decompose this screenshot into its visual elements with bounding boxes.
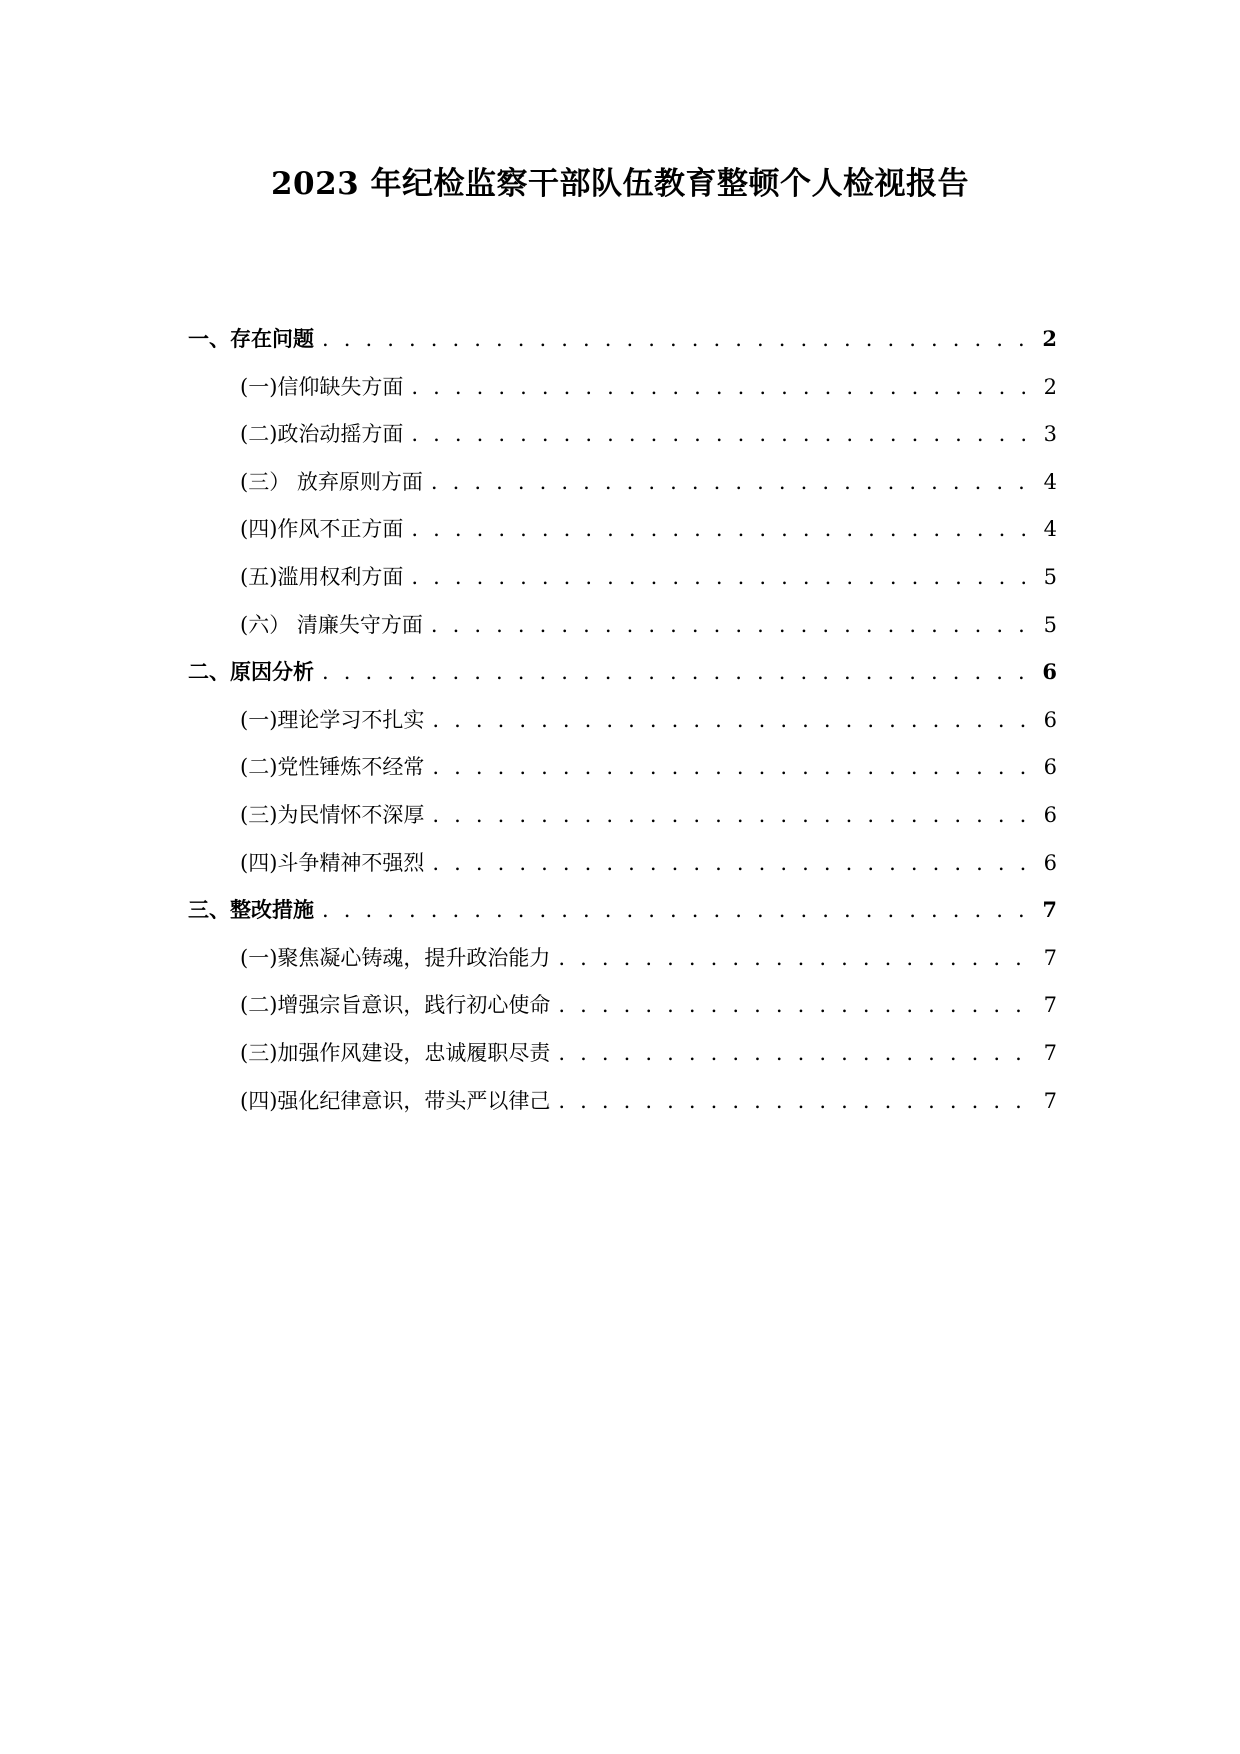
toc-entry-label: (五)滥用权利方面 (240, 564, 404, 589)
document-title: 2023 年纪检监察干部队伍教育整顿个人检视报告 (270, 166, 970, 202)
toc-page-number: 7 (1043, 945, 1057, 970)
toc-entry-label: (三） 放弃原则方面 (240, 469, 423, 494)
toc-dot-leader (432, 801, 1029, 829)
toc-dot-leader (322, 325, 1029, 353)
toc-entry-label: (三)加强作风建设，忠诚履职尽责 (240, 1040, 551, 1065)
toc-section-rectification[interactable] (188, 896, 1057, 944)
toc-dot-leader (432, 849, 1029, 877)
toc-dot-leader (411, 563, 1029, 591)
toc-subsection-politics[interactable] (188, 420, 1057, 468)
toc-entry-label: (四)斗争精神不强烈 (240, 850, 425, 875)
toc-subsection-party-spirit[interactable] (188, 753, 1057, 801)
toc-dot-leader (558, 944, 1029, 972)
toc-subsection-work-style[interactable] (188, 1039, 1057, 1087)
toc-page-number: 7 (1042, 897, 1057, 923)
toc-subsection-political-ability[interactable] (188, 944, 1057, 992)
toc-entry-label: (二)增强宗旨意识，践行初心使命 (240, 993, 551, 1018)
toc-page-number: 6 (1043, 755, 1057, 780)
toc-entry-label: (一)信仰缺失方面 (240, 374, 404, 399)
toc-page-number: 5 (1043, 564, 1057, 589)
toc-subsection-belief[interactable] (188, 373, 1057, 421)
toc-subsection-theory-study[interactable] (188, 706, 1057, 754)
toc-page-number: 6 (1043, 707, 1057, 732)
toc-page-number: 7 (1043, 1088, 1057, 1113)
toc-page-number: 7 (1043, 1040, 1057, 1065)
toc-subsection-original-mission[interactable] (188, 991, 1057, 1039)
table-of-contents (188, 325, 1057, 1134)
toc-entry-label: (四)作风不正方面 (240, 517, 404, 542)
toc-entry-label: 三、整改措施 (188, 897, 314, 923)
toc-dot-leader (411, 420, 1029, 448)
toc-entry-label: (一)理论学习不扎实 (240, 707, 425, 732)
toc-subsection-conduct[interactable] (188, 515, 1057, 563)
toc-entry-label: (二)党性锤炼不经常 (240, 755, 425, 780)
toc-dot-leader (558, 1087, 1029, 1115)
toc-page-number: 4 (1043, 469, 1057, 494)
toc-subsection-integrity[interactable] (188, 611, 1057, 659)
toc-entry-label: (一)聚焦凝心铸魂，提升政治能力 (240, 945, 551, 970)
toc-subsection-people-care[interactable] (188, 801, 1057, 849)
toc-dot-leader (432, 706, 1029, 734)
toc-page-number: 4 (1043, 517, 1057, 542)
toc-dot-leader (322, 658, 1029, 686)
toc-dot-leader (431, 468, 1029, 496)
toc-page-number: 2 (1043, 374, 1057, 399)
toc-dot-leader (558, 1039, 1029, 1067)
toc-subsection-discipline[interactable] (188, 1087, 1057, 1135)
toc-dot-leader (558, 991, 1029, 1019)
toc-dot-leader (411, 515, 1029, 543)
toc-dot-leader (432, 753, 1029, 781)
toc-page-number: 3 (1043, 422, 1057, 447)
toc-page-number: 6 (1042, 659, 1057, 685)
toc-subsection-struggle-spirit[interactable] (188, 849, 1057, 897)
toc-page-number: 5 (1043, 612, 1057, 637)
toc-page-number: 7 (1043, 993, 1057, 1018)
toc-entry-label: 二、原因分析 (188, 659, 314, 685)
toc-entry-label: (四)强化纪律意识，带头严以律己 (240, 1088, 551, 1113)
toc-page-number: 6 (1043, 850, 1057, 875)
toc-dot-leader (431, 611, 1029, 639)
toc-entry-label: (六） 清廉失守方面 (240, 612, 423, 637)
toc-section-causes[interactable] (188, 658, 1057, 706)
toc-entry-label: 一、存在问题 (188, 326, 314, 351)
toc-subsection-principles[interactable] (188, 468, 1057, 516)
toc-page-number: 6 (1043, 802, 1057, 827)
toc-page-number: 2 (1042, 326, 1057, 351)
toc-subsection-power-abuse[interactable] (188, 563, 1057, 611)
toc-dot-leader (411, 373, 1029, 401)
toc-dot-leader (322, 896, 1029, 924)
toc-entry-label: (二)政治动摇方面 (240, 422, 404, 447)
toc-entry-label: (三)为民情怀不深厚 (240, 802, 425, 827)
toc-section-problems[interactable] (188, 325, 1057, 373)
